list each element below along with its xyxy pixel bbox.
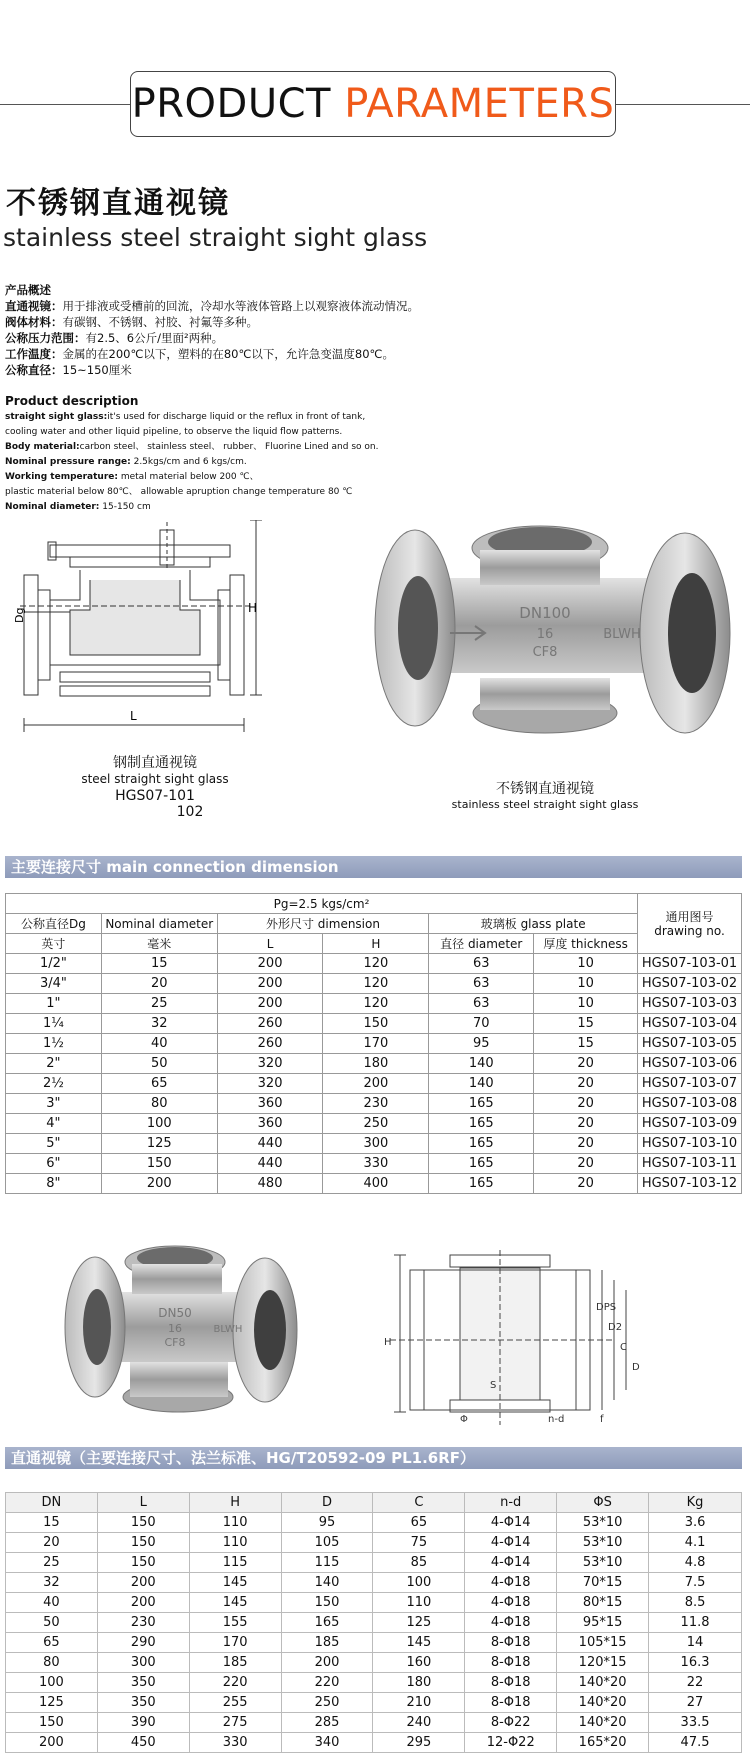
l-header: L (217, 934, 323, 954)
table-cell: 165 (429, 1114, 534, 1134)
table-cell: 330 (323, 1154, 429, 1174)
table-row (6, 994, 742, 1014)
table-cell: 100 (373, 1573, 465, 1593)
table-cell: 5" (6, 1134, 102, 1154)
casting-brand: BLWH (213, 1324, 243, 1335)
table-cell: 85 (373, 1553, 465, 1573)
description-en-line: Working temperature: metal material below 200 ℃、 (5, 472, 259, 482)
table-cell: 170 (323, 1034, 429, 1054)
table-cell: 250 (281, 1693, 373, 1713)
table-row (6, 1054, 742, 1074)
table-cell: HGS07-103-05 (638, 1034, 742, 1054)
dimension-table (5, 893, 742, 1194)
table-row (6, 1034, 742, 1054)
table-cell: 440 (217, 1154, 323, 1174)
table-cell: 255 (189, 1693, 281, 1713)
table-cell: 480 (217, 1174, 323, 1194)
table-row (6, 1613, 742, 1633)
table-row (6, 1134, 742, 1154)
table-cell: 320 (217, 1054, 323, 1074)
section-main-connection: 主要连接尺寸 main connection dimension (5, 856, 742, 878)
table-cell: HGS07-103-09 (638, 1114, 742, 1134)
table-cell: HGS07-103-12 (638, 1174, 742, 1194)
table-cell: 20 (534, 1054, 638, 1074)
table-cell: 110 (189, 1533, 281, 1553)
h-label: H (248, 601, 258, 615)
table-cell: 95*15 (557, 1613, 649, 1633)
table-cell: 120 (323, 994, 429, 1014)
table-cell: HGS07-103-04 (638, 1014, 742, 1034)
drawing-header: 通用图号 drawing no. (638, 894, 742, 954)
table-cell: 200 (217, 994, 323, 1014)
h-header: H (189, 1493, 281, 1513)
description-cn-line: 公称压力范围：有2.5、6公斤/里面²两种。 (5, 331, 224, 345)
table-cell: 140 (429, 1074, 534, 1094)
table-cell: 2½ (6, 1074, 102, 1094)
table-cell: 8-Φ18 (465, 1653, 557, 1673)
table-cell: 2" (6, 1054, 102, 1074)
casting-brand: BLWH (603, 627, 641, 642)
table-cell: 165 (429, 1094, 534, 1114)
table-cell: HGS07-103-01 (638, 954, 742, 974)
table-cell: 200 (281, 1653, 373, 1673)
table-row (6, 1174, 742, 1194)
table-cell: 4-Φ14 (465, 1513, 557, 1533)
dps-label: DPS (596, 1302, 617, 1313)
table-cell: 100 (101, 1114, 217, 1134)
banner-word-parameters: PARAMETERS (344, 81, 615, 127)
table-cell: 32 (101, 1014, 217, 1034)
table-cell: HGS07-103-10 (638, 1134, 742, 1154)
table-cell: 350 (97, 1693, 189, 1713)
table-cell: 220 (281, 1673, 373, 1693)
table-row (6, 954, 742, 974)
casting-material: CF8 (164, 1336, 186, 1349)
table-row (6, 1074, 742, 1094)
description-en-line: straight sight glass:it's used for discharge liquid or the reflux in front of tank, (5, 412, 366, 422)
c-label: C (620, 1342, 627, 1353)
description-cn-line: 公称直径：15~150厘米 (5, 363, 132, 377)
table-cell: 65 (373, 1513, 465, 1533)
nd-header: n-d (465, 1493, 557, 1513)
table-cell: 150 (97, 1553, 189, 1573)
table-cell: 15 (101, 954, 217, 974)
table-cell: 140 (281, 1573, 373, 1593)
table-cell: 140*20 (557, 1713, 649, 1733)
table-cell: 125 (6, 1693, 98, 1713)
table-row (6, 1733, 742, 1753)
table-cell: 200 (97, 1593, 189, 1613)
table-cell: 80*15 (557, 1593, 649, 1613)
table-cell: 95 (429, 1034, 534, 1054)
table-row (6, 1533, 742, 1553)
table-cell: 105 (281, 1533, 373, 1553)
table-cell: 180 (323, 1054, 429, 1074)
table-cell: HGS07-103-07 (638, 1074, 742, 1094)
table-cell: 200 (101, 1174, 217, 1194)
figure2-caption (420, 778, 670, 811)
table-cell: 150 (281, 1593, 373, 1613)
table-cell: 53*10 (557, 1533, 649, 1553)
description-cn-line: 工作温度：金属的在200℃以下，塑料的在80℃以下，允许急变温度80℃。 (5, 347, 394, 361)
table-cell: 95 (281, 1513, 373, 1533)
table-cell: 32 (6, 1573, 98, 1593)
table-row (6, 1713, 742, 1733)
table-row (6, 1513, 742, 1533)
table-cell: 4.8 (649, 1553, 742, 1573)
table-cell: 170 (189, 1633, 281, 1653)
table-cell: 3" (6, 1094, 102, 1114)
table-cell: 8-Φ18 (465, 1633, 557, 1653)
table-cell: 20 (534, 1094, 638, 1114)
small-sight-glass-photo (60, 1232, 300, 1422)
d2-label: D2 (608, 1322, 623, 1333)
table-row (6, 1154, 742, 1174)
d-label: D (632, 1362, 640, 1373)
table-cell: 4-Φ14 (465, 1533, 557, 1553)
banner-word-product: PRODUCT (131, 81, 331, 127)
figure1-caption-cn: 钢制直通视镜 (113, 755, 197, 771)
table-cell: 8.5 (649, 1593, 742, 1613)
table-cell: 14 (649, 1633, 742, 1653)
table-cell: 200 (6, 1733, 98, 1753)
description-cn-heading: 产品概述 (5, 283, 51, 297)
table-cell: 1/2" (6, 954, 102, 974)
nominal-cn-header: 公称直径Dg (6, 914, 102, 934)
table-cell: HGS07-103-08 (638, 1094, 742, 1114)
description-en-line: Body material:carbon steel、 stainless steel、 rubber、 Fluorine Lined and so on. (5, 442, 379, 452)
table-cell: 400 (323, 1174, 429, 1194)
table-row (6, 1553, 742, 1573)
table-row (6, 1693, 742, 1713)
l-label: L (130, 709, 137, 723)
table-cell: 165*20 (557, 1733, 649, 1753)
casting-dn: DN100 (519, 604, 571, 622)
table-cell: 20 (101, 974, 217, 994)
casting-pn: 16 (168, 1322, 182, 1335)
table-cell: 15 (534, 1034, 638, 1054)
table-cell: 6" (6, 1154, 102, 1174)
product-title-cn: 不锈钢直通视镜 (6, 186, 230, 221)
table-row (6, 1653, 742, 1673)
steel-sight-glass-drawing (10, 520, 310, 748)
table-cell: 100 (6, 1673, 98, 1693)
table-cell: 125 (373, 1613, 465, 1633)
table-cell: 4-Φ18 (465, 1593, 557, 1613)
dimension-header: 外形尺寸 dimension (217, 914, 429, 934)
table-cell: 20 (534, 1134, 638, 1154)
table-cell: 4.1 (649, 1533, 742, 1553)
table-cell: 105*15 (557, 1633, 649, 1653)
table-cell: 1" (6, 994, 102, 1014)
table-cell: 360 (217, 1114, 323, 1134)
description-en-line: cooling water and other liquid pipeline, to observe the liquid flow patterns. (5, 427, 343, 437)
table-cell: 140*20 (557, 1673, 649, 1693)
table-cell: 20 (534, 1114, 638, 1134)
table-cell: 295 (373, 1733, 465, 1753)
table-cell: 15 (6, 1513, 98, 1533)
table-cell: 25 (101, 994, 217, 1014)
stainless-sight-glass-photo (370, 508, 740, 753)
table-cell: 390 (97, 1713, 189, 1733)
table-cell: 250 (323, 1114, 429, 1134)
table-cell: 8" (6, 1174, 102, 1194)
table-cell: 20 (534, 1074, 638, 1094)
table-cell: 185 (281, 1633, 373, 1653)
table-cell: 360 (217, 1094, 323, 1114)
s-label: S (490, 1380, 497, 1391)
description-en-line: plastic material below 80℃、 allowable apruption change temperature 80 ℃ (5, 487, 353, 497)
diameter-header: 直径 diameter (429, 934, 534, 954)
d-header: D (281, 1493, 373, 1513)
table-cell: 150 (101, 1154, 217, 1174)
description-cn-line: 直通视镜：用于排液或受槽前的回流，冷却水等液体管路上以观察液体流动情况。 (5, 299, 419, 313)
table-cell: 290 (97, 1633, 189, 1653)
h-label: H (384, 1337, 392, 1348)
table-cell: 47.5 (649, 1733, 742, 1753)
table-row (6, 1593, 742, 1613)
description-en-line: Nominal diameter: 15-150 cm (5, 502, 151, 512)
table-cell: 70*15 (557, 1573, 649, 1593)
table-cell: 285 (281, 1713, 373, 1733)
table-cell: 12-Φ22 (465, 1733, 557, 1753)
f-label: f (600, 1414, 604, 1425)
description-en-heading: Product description (5, 394, 139, 408)
table-row (6, 974, 742, 994)
table-header-row (6, 1493, 742, 1513)
table-cell: 140 (429, 1054, 534, 1074)
table-cell: 330 (189, 1733, 281, 1753)
table-cell: HGS07-103-03 (638, 994, 742, 1014)
table-cell: 200 (217, 974, 323, 994)
dg-label: Dg (13, 607, 26, 623)
h-header: H (323, 934, 429, 954)
table-cell: 1½ (6, 1034, 102, 1054)
table-cell: 80 (101, 1094, 217, 1114)
table-cell: 63 (429, 994, 534, 1014)
table-cell: 260 (217, 1034, 323, 1054)
table-cell: 15 (534, 1014, 638, 1034)
table-cell: 145 (189, 1593, 281, 1613)
table-cell: 120 (323, 954, 429, 974)
table-cell: 450 (97, 1733, 189, 1753)
table-cell: 10 (534, 954, 638, 974)
table-cell: 65 (101, 1074, 217, 1094)
table-row (6, 1573, 742, 1593)
table-row (6, 1094, 742, 1114)
table-cell: 275 (189, 1713, 281, 1733)
glass-header: 玻璃板 glass plate (429, 914, 638, 934)
figure1-model2: 102 (176, 804, 204, 820)
table-cell: 63 (429, 974, 534, 994)
phis-header: ΦS (557, 1493, 649, 1513)
table-cell: 165 (281, 1613, 373, 1633)
table-cell: 200 (217, 954, 323, 974)
dn-header: DN (6, 1493, 98, 1513)
description-en-line: Nominal pressure range: 2.5kgs/cm and 6 kgs/cm. (5, 457, 247, 467)
table-cell: 22 (649, 1673, 742, 1693)
table-cell: 53*10 (557, 1553, 649, 1573)
table-cell: 145 (373, 1633, 465, 1653)
table-cell: 150 (97, 1533, 189, 1553)
table-cell: 350 (97, 1673, 189, 1693)
table-cell: 200 (323, 1074, 429, 1094)
l-header: L (97, 1493, 189, 1513)
table-row (6, 1633, 742, 1653)
table-cell: 10 (534, 974, 638, 994)
inch-header: 英寸 (6, 934, 102, 954)
table-cell: 40 (6, 1593, 98, 1613)
table-cell: 230 (97, 1613, 189, 1633)
table-row (6, 1673, 742, 1693)
casting-pn: 16 (536, 627, 554, 642)
description-en (5, 393, 378, 515)
table-cell: 140*20 (557, 1693, 649, 1713)
table-cell: 240 (373, 1713, 465, 1733)
table-cell: 33.5 (649, 1713, 742, 1733)
table-cell: 1¼ (6, 1014, 102, 1034)
section-flange-standard: 直通视镜（主要连接尺寸、法兰标准、HG/T20592-09 PL1.6RF） (5, 1447, 742, 1469)
table-cell: 50 (101, 1054, 217, 1074)
table-cell: 220 (189, 1673, 281, 1693)
table-cell: 320 (217, 1074, 323, 1094)
pressure-header: Pg=2.5 kgs/cm² (6, 894, 638, 914)
table-row (6, 914, 742, 934)
table-cell: 50 (6, 1613, 98, 1633)
table-cell: HGS07-103-02 (638, 974, 742, 994)
table-cell: 300 (97, 1653, 189, 1673)
table-cell: 210 (373, 1693, 465, 1713)
table-cell: 20 (534, 1154, 638, 1174)
table-cell: 165 (429, 1174, 534, 1194)
figure1-caption-en: steel straight sight glass (81, 772, 229, 786)
figure1-model1: HGS07-101 (115, 788, 195, 804)
table-cell: 110 (189, 1513, 281, 1533)
table-cell: 27 (649, 1693, 742, 1713)
table-cell: 4" (6, 1114, 102, 1134)
nd-label: n-d (548, 1414, 565, 1425)
table-cell: 150 (323, 1014, 429, 1034)
phi-label: Φ (460, 1414, 468, 1425)
table-cell: 200 (97, 1573, 189, 1593)
table-cell: 10 (534, 994, 638, 1014)
table-cell: 8-Φ18 (465, 1693, 557, 1713)
kg-header: Kg (649, 1493, 742, 1513)
table-cell: 155 (189, 1613, 281, 1633)
table-cell: 75 (373, 1533, 465, 1553)
table-cell: 230 (323, 1094, 429, 1114)
banner (130, 71, 616, 137)
mm-header: 毫米 (101, 934, 217, 954)
table-cell: 115 (189, 1553, 281, 1573)
table-cell: 165 (429, 1134, 534, 1154)
table-cell: 80 (6, 1653, 98, 1673)
table-cell: 150 (97, 1513, 189, 1533)
table-cell: 150 (6, 1713, 98, 1733)
thickness-header: 厚度 thickness (534, 934, 638, 954)
table-row (6, 1114, 742, 1134)
table-cell: 340 (281, 1733, 373, 1753)
table-cell: 120*15 (557, 1653, 649, 1673)
table-cell: 20 (6, 1533, 98, 1553)
table-cell: 53*10 (557, 1513, 649, 1533)
table-cell: 115 (281, 1553, 373, 1573)
table-cell: 16.3 (649, 1653, 742, 1673)
table-cell: 180 (373, 1673, 465, 1693)
table-cell: 3/4" (6, 974, 102, 994)
casting-dn: DN50 (158, 1306, 192, 1320)
table-cell: 20 (534, 1174, 638, 1194)
table-cell: 8-Φ22 (465, 1713, 557, 1733)
table-cell: 3.6 (649, 1513, 742, 1533)
table-cell: 65 (6, 1633, 98, 1653)
table-cell: 125 (101, 1134, 217, 1154)
flanged-sight-glass-drawing (370, 1250, 650, 1430)
table-cell: 63 (429, 954, 534, 974)
table-cell: HGS07-103-11 (638, 1154, 742, 1174)
description-cn (5, 282, 419, 378)
figure2-caption-cn: 不锈钢直通视镜 (496, 781, 594, 797)
figure1-caption (60, 752, 250, 820)
c-header: C (373, 1493, 465, 1513)
table-cell: 4-Φ18 (465, 1573, 557, 1593)
flange-table (5, 1492, 742, 1753)
table-cell: 8-Φ18 (465, 1673, 557, 1693)
table-row (6, 894, 742, 914)
table-cell: 160 (373, 1653, 465, 1673)
table-row (6, 934, 742, 954)
table-row (6, 1014, 742, 1034)
product-title-en: stainless steel straight sight glass (3, 223, 428, 252)
table-cell: 120 (323, 974, 429, 994)
table-cell: 4-Φ14 (465, 1553, 557, 1573)
table-cell: 40 (101, 1034, 217, 1054)
table-cell: 7.5 (649, 1573, 742, 1593)
table-cell: 11.8 (649, 1613, 742, 1633)
casting-material: CF8 (532, 645, 558, 660)
table-cell: 165 (429, 1154, 534, 1174)
table-cell: 260 (217, 1014, 323, 1034)
table-cell: 440 (217, 1134, 323, 1154)
table-cell: 110 (373, 1593, 465, 1613)
table-cell: 70 (429, 1014, 534, 1034)
table-cell: HGS07-103-06 (638, 1054, 742, 1074)
table-cell: 300 (323, 1134, 429, 1154)
figure2-caption-en: stainless steel straight sight glass (451, 798, 639, 811)
table-cell: 4-Φ18 (465, 1613, 557, 1633)
description-cn-line: 阀体材料：有碳钢、不锈钢、衬胶、衬氟等多种。 (5, 315, 258, 329)
table-cell: 185 (189, 1653, 281, 1673)
table-cell: 145 (189, 1573, 281, 1593)
nominal-en-header: Nominal diameter (101, 914, 217, 934)
table-cell: 25 (6, 1553, 98, 1573)
